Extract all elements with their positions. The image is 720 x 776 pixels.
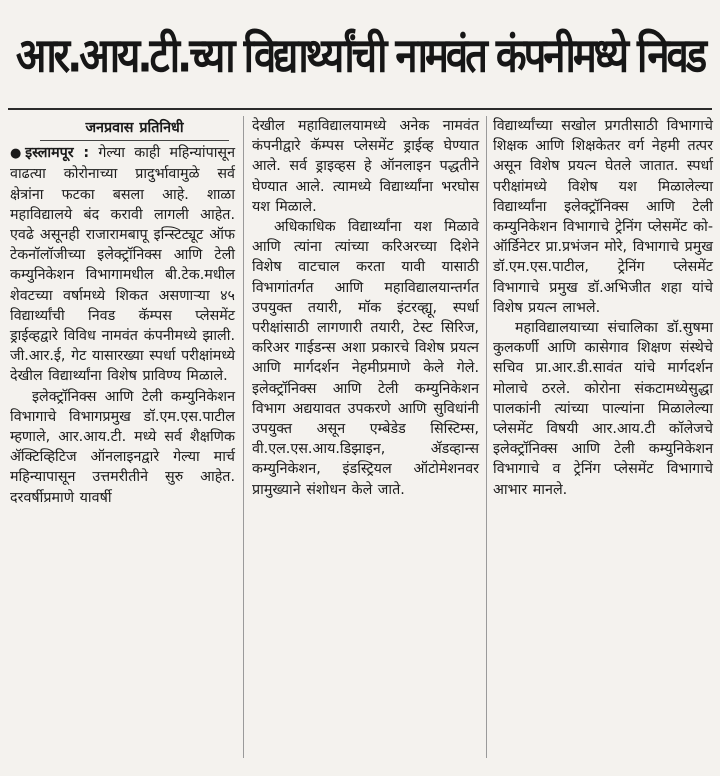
paragraph-2: इलेक्ट्रॉनिक्स आणि टेली कम्युनिकेशन विभागाचे विभागप्रमुख डॉ.एम.एस.पाटील म्हणाले, आर.आय.टी. मध्ये सर्व शैक्षणिक ॲक्टिव्हिटिज ऑनलाइनद्वारे गेल्या मार्च महिन्यापासून उत्तमरीतीने सुरु आहेत. दरवर्षीप्रमाणे यावर्षी <box>10 388 235 506</box>
paragraph-3: देखील महाविद्यालयामध्ये अनेक नामवंत कंपनीद्वारे कॅम्पस प्लेसमेंट ड्राईव्ह घेण्यात आले. सर्व ड्राइव्हस हे ऑनलाइन पद्धतीने घेण्यात आले. त्यामध्ये विद्यार्थ्यांना भरघोस यश मिळाले. <box>252 118 479 215</box>
paragraph-lead <box>10 143 235 386</box>
bullet-icon: ● <box>10 146 26 162</box>
headline-rule <box>8 108 712 110</box>
column-2 <box>252 116 479 768</box>
byline: जनप्रवास प्रतिनिधी <box>40 118 229 141</box>
paragraph-6: महाविद्यालयाच्या संचालिका डॉ.सुषमा कुलकर्णी आणि कासेगाव शिक्षण संस्थेचे सचिव प्रा.आर.डी.सावंत यांचे मार्गदर्शन मोलाचे ठरले. कोरोना संकटामध्येसुद्धा पालकांनी त्यांच्या पाल्यांना मिळालेल्या प्लेसमेंट विषयी आर.आय.टी कॉलेजचे इलेक्ट्रॉनिक्स आणि टेली कम्युनिकेशन विभागाचे व ट्रेनिंग प्लेसमेंट विभागाचे आभार मानले. <box>493 320 713 498</box>
paragraph-1-text: गेल्या काही महिन्यांपासून वाढत्या कोरोनाच्या प्रादुर्भावामुळे सर्व क्षेत्रांना फटका बसला आहे. शाळा महाविद्यालये बंद करावी लागली आहेत. एवढे असूनही राजारामबापू इन्स्टिट्यूट ऑफ टेकनॉलॉजीच्या इलेक्ट्रॉनिक्स आणि टेली कम्युनिकेशन विभागामधील बी.टेक.मधील शेवटच्या वर्षामध्ये शिकत असणाऱ्या ४५ विद्यार्थ्यांची निवड कॅम्पस प्लेसमेंट ड्राईव्हद्वारे विविध नामवंत कंपनीमध्ये झाली. जी.आर.ई, गेट यासारख्या स्पर्धा परीक्षांमध्ये देखील विद्यार्थ्यांना विशेष प्राविण्य मिळाले. <box>10 145 236 385</box>
column-divider <box>243 116 244 758</box>
column-divider <box>486 116 487 758</box>
dateline: इस्लामपूर : <box>25 145 90 162</box>
paragraph-5: विद्यार्थ्यांच्या सखोल प्रगतीसाठी विभागाचे शिक्षक आणि शिक्षकेतर वर्ग नेहमी तत्पर असून विशेष प्रयत्न घेतले जातात. स्पर्धा परीक्षांमध्ये विशेष यश मिळालेल्या विद्यार्थ्यांना इलेक्ट्रॉनिक्स आणि टेली कम्युनिकेशन विभागाचे ट्रेनिंग प्लेसमेंट को-ऑर्डिनेटर प्रा.प्रभंजन मोरे, विभागाचे प्रमुख डॉ.एम.एस.पाटील, ट्रेनिंग प्लेसमेंट विभागाचे प्रमुख डॉ.अभिजीत शहा यांचे विशेष प्रयत्न लाभले. <box>493 118 713 316</box>
column-1 <box>10 116 235 768</box>
paragraph-4: अधिकाधिक विद्यार्थ्यांना यश मिळावे आणि त्यांना त्यांच्या करिअरच्या दिशेने विशेष वाटचाल करता यावी यासाठी विभागांतर्गत आणि महाविद्यालयान्तर्गत उपयुक्त तयारी, मॉक इंटरव्ह्यू, स्पर्धा परीक्षांसाठी लागणारी तयारी, टेस्ट सिरिज, करिअर गाईडन्स अशा प्रकारचे विशेष प्रयत्न आणि मार्गदर्शन नेहमीप्रमाणे केले गेले. इलेक्ट्रॉनिक्स आणि टेली कम्युनिकेशन विभाग अद्ययावत उपकरणे आणि सुविधांनी उपयुक्त असून एम्बेडेड सिस्टिम्स, वी.एल.एस.आय.डिझाइन, ॲडव्हान्स कम्युनिकेशन, इंडस्ट्रियल ऑटोमेशनवर प्रामुख्याने संशोधन केले जाते. <box>252 219 479 498</box>
headline: आर.आय.टी.च्या विद्यार्थ्यांची नामवंत कंपनीमध्ये निवड <box>15 28 705 84</box>
column-3 <box>493 116 713 768</box>
